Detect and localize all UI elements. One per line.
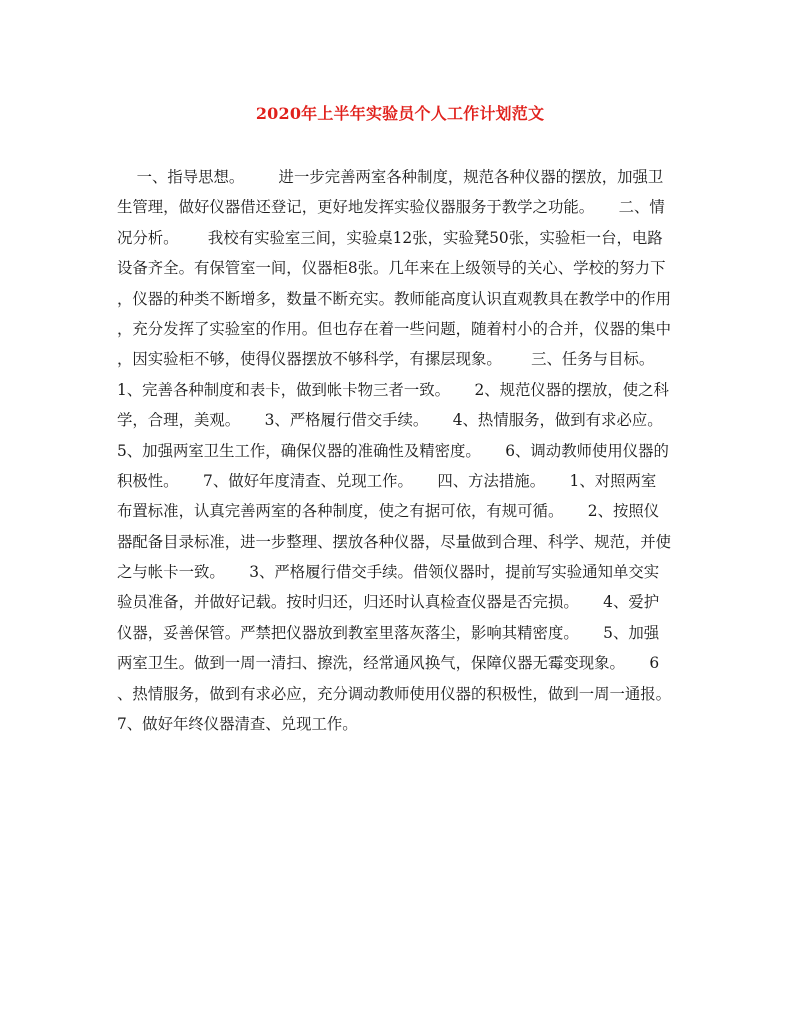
body-line: 学，合理，美观。 3、严格履行借交手续。 4、热情服务，做到有求必应。 [117,411,663,430]
body-line: 验员准备，并做好记载。按时归还，归还时认真检查仪器是否完损。 4、爱护 [117,593,660,612]
document-title: 2020年上半年实验员个人工作计划范文 [255,104,545,123]
body-line: 生管理，做好仪器借还登记，更好地发挥实验仪器服务于教学之功能。 二、情 [117,198,665,217]
body-line: ，仪器的种类不断增多，数量不断充实。教师能高度认识直观教具在教学中的作用 [117,289,672,308]
body-line: 5、加强两室卫生工作，确保仪器的准确性及精密度。 6、调动教师使用仪器的 [117,441,669,460]
body-line: 布置标准，认真完善两室的各种制度，使之有据可依，有规可循。 2、按照仪 [117,502,660,521]
body-line: 两室卫生。做到一周一清扫、擦洗，经常通风换气，保障仪器无霉变现象。 6 [117,654,660,673]
body-line: 况分析。 我校有实验室三间，实验桌12张，实验凳50张，实验柜一台，电路 [117,228,663,247]
body-line: ，充分发挥了实验室的作用。但也存在着一些问题，随着村小的合并，仪器的集中 [117,319,672,338]
body-line: 7、做好年终仪器清查、兑现工作。 [117,715,358,734]
body-line: 仪器，妥善保管。严禁把仪器放到教室里落灰落尘，影响其精密度。 5、加强 [117,623,660,642]
body-line: 1、完善各种制度和表卡，做到帐卡物三者一致。 2、规范仪器的摆放，使之科 [117,380,669,399]
body-line: 、热情服务，做到有求必应，充分调动教师使用仪器的积极性，做到一周一通报。 [117,684,672,703]
body-line: ，因实验柜不够，使得仪器摆放不够科学，有摞层现象。 三、任务与目标。 [117,350,655,369]
body-line: 一、指导思想。 进一步完善两室各种制度，规范各种仪器的摆放，加强卫 [117,168,664,186]
body-line: 设备齐全。有保管室一间，仪器柜8张。几年来在上级领导的关心、学校的努力下 [117,259,666,278]
body-line: 之与帐卡一致。 3、严格履行借交手续。借领仪器时，提前写实验通知单交实 [117,563,660,582]
body-line: 积极性。 7、做好年度清查、兑现工作。 四、方法措施。 1、对照两室 [117,471,657,490]
document-body [117,162,697,739]
body-line: 器配备目录标准，进一步整理、摆放各种仪器，尽量做到合理、科学、规范，并使 [117,532,672,551]
